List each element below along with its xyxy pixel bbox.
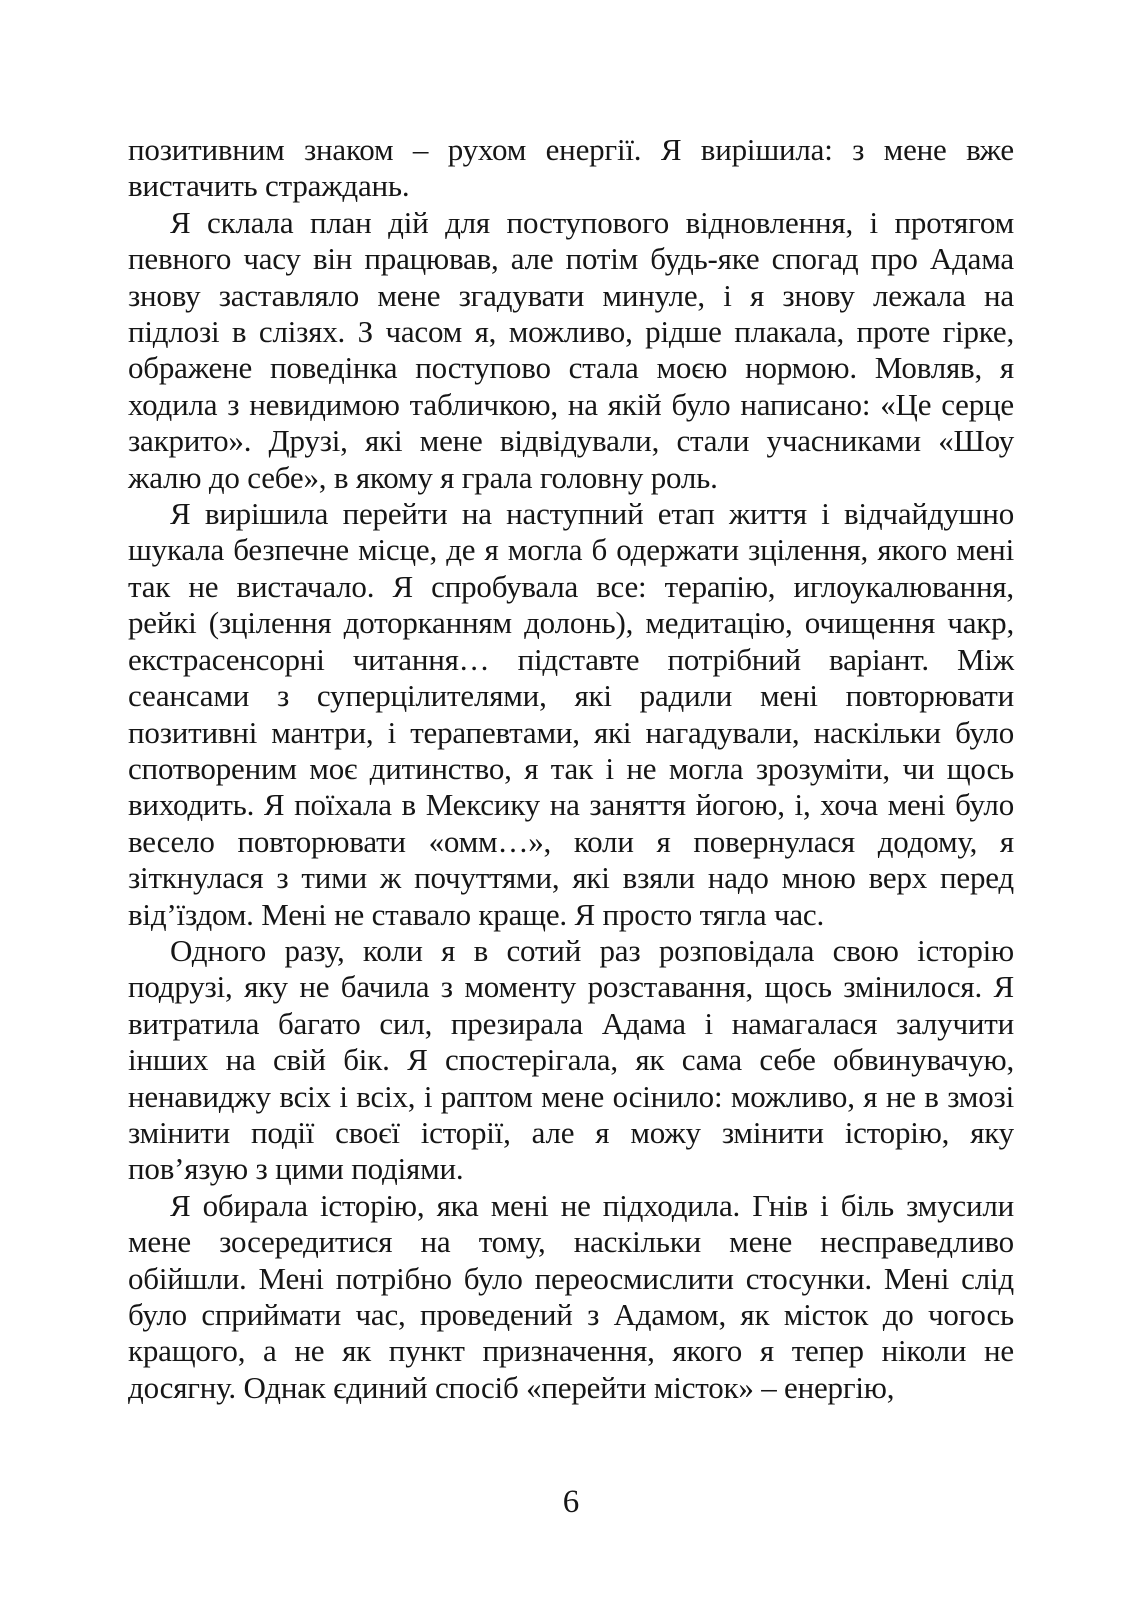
paragraph: Я обирала історію, яка мені не підходила. Гнів і біль змусили мене зосередитися на тому, наскільки мене несправедливо обійшли. Мені потрібно було переосмислити стосунки. Мені слід було сприймати час, проведений з Адамом, як місток до чогось кращого, а не як пункт призначення, якого я тепер ніколи не досягну. Однак єдиний спосіб «перейти місток» – енергію, (128, 1187, 1014, 1405)
paragraph: позитивним знаком – рухом енергії. Я вирішила: з мене вже вистачить страждань. (128, 132, 1014, 204)
page-text (128, 132, 1014, 1406)
paragraph: Одного разу, коли я в сотий раз розповідала свою історію подрузі, яку не бачила з моменту розставання, щось змінилося. Я витратила багато сил, презирала Адама і намагалася залучити інших на свій бік. Я спостерігала, як сама себе обвинувачую, ненавиджу всіх і всіх, і раптом мене осінило: можливо, я не в змозі змінити події своєї історії, але я можу змінити історію, яку пов’язую з цими подіями. (128, 932, 1014, 1187)
page-number: 6 (562, 1484, 580, 1520)
paragraph: Я склала план дій для поступового відновлення, і протягом певного часу він працював, але потім будь-яке спогад про Адама знову заставляло мене згадувати минуле, і я знову лежала на підлозі в слізях. З часом я, можливо, рідше плакала, проте гірке, ображене поведінка поступово стала моєю нормою. Мовляв, я ходила з невидимою табличкою, на якій було написано: «Це серце закрито». Друзі, які мене відвідували, стали учасниками «Шоу жалю до себе», в якому я грала головну роль. (128, 204, 1014, 495)
paragraph: Я вирішила перейти на наступний етап життя і відчайдушно шукала безпечне місце, де я могла б одержати зцілення, якого мені так не вистачало. Я спробувала все: терапію, иглоукалювання, рейкі (зцілення доторканням долонь), медитацію, очищення чакр, екстрасенсорні читання… підставте потрібний варіант. Між сеансами з суперцілителями, які радили мені повторювати позитивні мантри, і терапевтами, які нагадували, наскільки було спотвореним моє дитинство, я так і не могла зрозуміти, чи щось виходить. Я поїхала в Мексику на заняття йогою, і, хоча мені було весело повторювати «омм…», коли я повернулася додому, я зіткнулася з тими ж почуттями, які взяли надо мною верх перед від’їздом. Мені не ставало краще. Я просто тягла час. (128, 496, 1014, 932)
